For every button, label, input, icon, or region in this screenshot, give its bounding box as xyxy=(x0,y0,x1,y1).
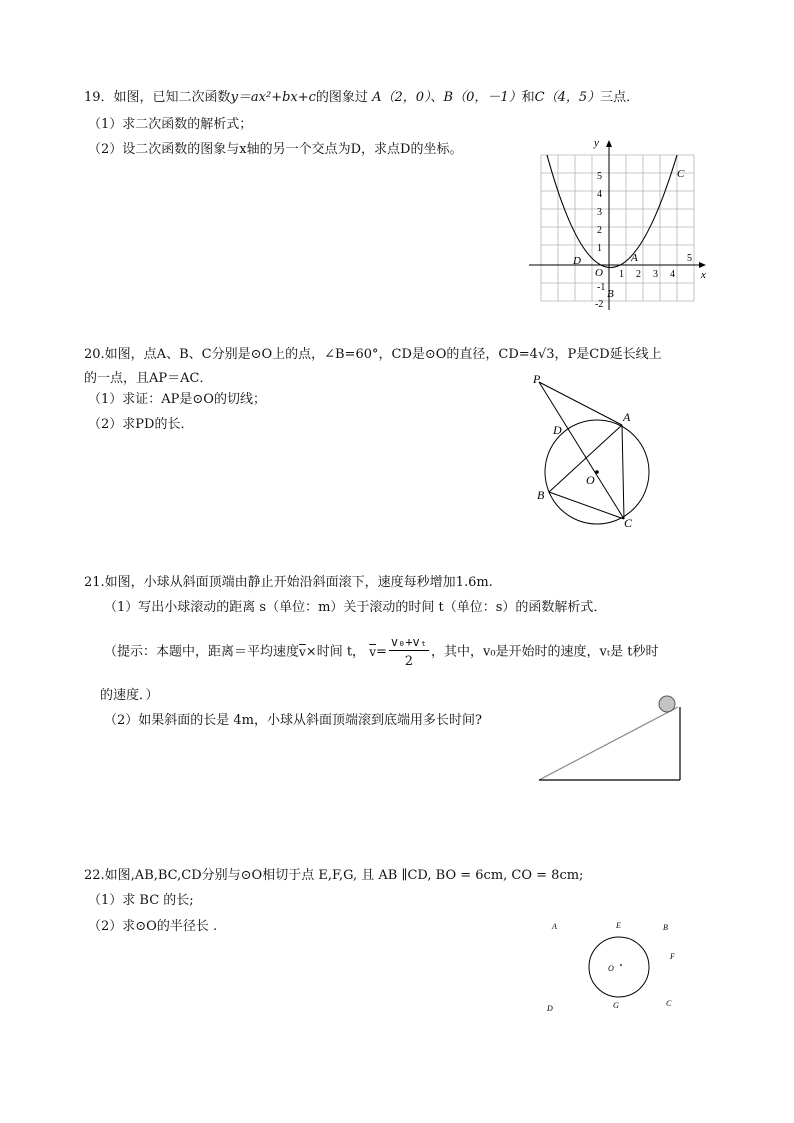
label-f: F xyxy=(670,952,675,961)
origin-label: O xyxy=(595,267,603,279)
label-o: O xyxy=(586,473,595,487)
q19-part2: （2）设二次函数的图象与x轴的另一个交点为D，求点D的坐标。 xyxy=(88,142,463,157)
q21-line1: 21.如图，小球从斜面顶端由静止开始沿斜面滚下，速度每秒增加1.6m. xyxy=(84,575,493,590)
x-tick-4: 4 xyxy=(670,269,675,280)
y-tick-5: 5 xyxy=(597,171,602,182)
x-tick-1: 1 xyxy=(619,269,624,280)
q19-sep: 、 xyxy=(430,90,444,105)
y-tick-4: 4 xyxy=(597,189,602,200)
q20-line2: 的一点，且AP＝AC． xyxy=(84,371,213,386)
point-label-b: B xyxy=(607,288,614,300)
q19-stem xyxy=(84,90,639,106)
q22-line1: 22.如图,AB,BC,CD分别与⊙O相切于点 E,F,G, 且 AB ∥CD, BO = 6cm, CO = 8cm; xyxy=(84,868,584,883)
center-dot xyxy=(595,470,599,474)
y-tick-1: 1 xyxy=(597,243,602,254)
y-tick-3: 3 xyxy=(597,207,602,218)
x-axis-label: x xyxy=(701,269,706,281)
x-tick-3: 3 xyxy=(653,269,658,280)
x-tick-neg1: -1 xyxy=(597,282,606,293)
q19-stem-text: 如图，已知二次函数 xyxy=(113,90,231,105)
q22-figure xyxy=(540,915,685,1015)
label-a: A xyxy=(623,410,631,424)
q19-point-a: A（2，0） xyxy=(372,90,431,105)
label-p: P xyxy=(533,372,541,386)
y-tick-2: 2 xyxy=(597,225,602,236)
q21-hint-v-bar: $\overline{v}$ xyxy=(299,645,306,659)
q19-equation: y＝ax²+bx+c xyxy=(230,90,316,105)
label-c: C xyxy=(666,999,672,1008)
y-axis-arrow xyxy=(606,140,612,147)
q21-hint-start: （提示：本题中，距离＝平均速度 xyxy=(104,644,300,660)
q19-graph xyxy=(525,135,715,315)
point-label-d: D xyxy=(573,255,581,267)
y-axis-label: y xyxy=(594,137,599,149)
label-d: D xyxy=(553,423,562,437)
x-axis-arrow xyxy=(699,262,706,268)
segment-bc xyxy=(549,492,624,519)
q19-and: 和 xyxy=(521,90,535,105)
q21-hint-v-bar-2: $\overline{v}$ xyxy=(369,645,376,659)
y-tick-neg2: -2 xyxy=(595,299,604,310)
label-b: B xyxy=(537,488,545,502)
point-label-a: A xyxy=(631,252,638,264)
point-label-c: C xyxy=(677,168,685,180)
q21-hint-end: ，其中，v₀是开始时的速度，vₜ是 t秒时 xyxy=(431,644,659,660)
q19-stem-mid: 的图象过 xyxy=(315,90,368,105)
q21-fraction xyxy=(389,636,429,668)
parabola-curve xyxy=(547,155,677,268)
label-g: G xyxy=(613,1001,619,1010)
q20-part1: （1）求证：AP是⊙O的切线； xyxy=(88,392,266,407)
q22-part2: （2）求⊙O的半径长 . xyxy=(88,919,218,934)
q21-hint-equals: = xyxy=(375,644,387,660)
segment-pa xyxy=(539,382,622,425)
q21-part2: （2）如果斜面的长是 4m，小球从斜面顶端滚到底端用多长时间? xyxy=(104,713,482,728)
q20-figure xyxy=(525,368,665,533)
q19-number: 19． xyxy=(84,90,114,105)
q21-hint-line2: 的速度．） xyxy=(100,688,159,703)
q21-hint-mid: ×时间 t， xyxy=(305,644,366,660)
q21-fraction-numerator: v₀+vₜ xyxy=(390,635,427,649)
label-d: D xyxy=(547,1004,553,1013)
label-c: C xyxy=(624,516,633,530)
center-dot xyxy=(620,964,622,966)
q21-figure xyxy=(534,690,684,785)
q21-hint xyxy=(104,636,658,668)
q20-part2: （2）求PD的长． xyxy=(88,417,194,432)
q21-part1: （1）写出小球滚动的距离 s（单位：m）关于滚动的时间 t（单位：s）的函数解析式． xyxy=(104,600,607,615)
label-o: O xyxy=(608,964,614,973)
x-tick-5: 5 xyxy=(687,253,692,264)
q19-point-c: C（4，5） xyxy=(534,90,601,105)
label-e: E xyxy=(616,921,621,930)
label-b: B xyxy=(663,923,668,932)
q19-part1: （1）求二次函数的解析式； xyxy=(88,117,253,132)
q19-end: 三点． xyxy=(600,90,640,105)
label-a: A xyxy=(552,922,557,931)
slope-surface xyxy=(539,707,678,780)
q20-line1: 20.如图，点A、B、C分别是⊙O上的点，∠B=60°，CD是⊙O的直径，CD=4√3，P是CD延长线上 xyxy=(84,347,662,362)
circle-o xyxy=(589,937,649,997)
q21-fraction-denominator: 2 xyxy=(404,654,414,669)
ball xyxy=(659,696,675,712)
q22-part1: （1）求 BC 的长; xyxy=(88,893,194,908)
q19-point-b: B（0，－1） xyxy=(443,90,522,105)
x-tick-2: 2 xyxy=(636,269,641,280)
segment-ac xyxy=(622,425,624,519)
